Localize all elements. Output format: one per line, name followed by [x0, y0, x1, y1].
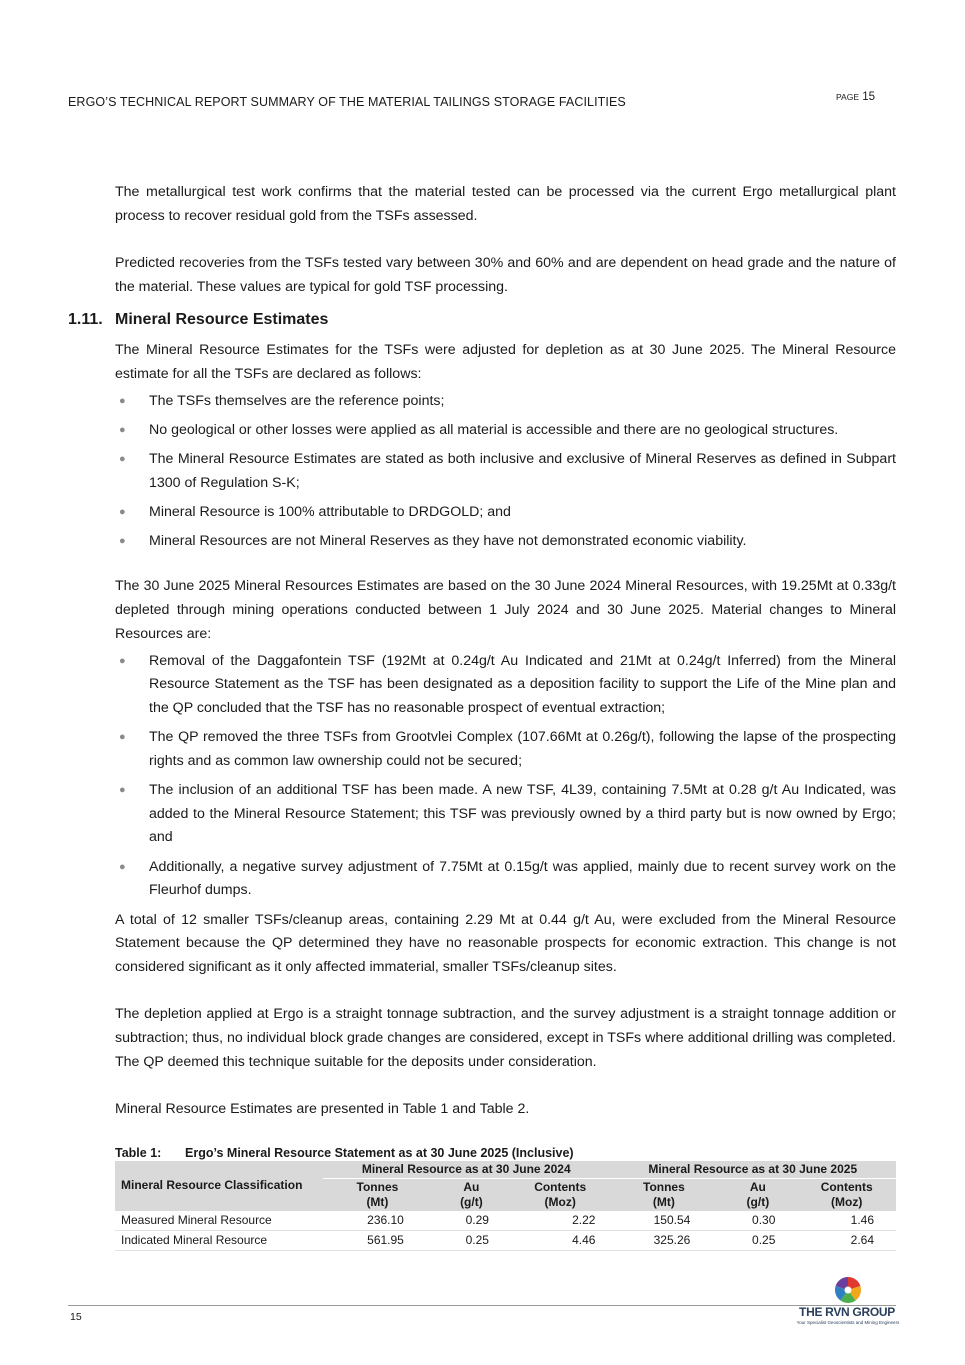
paragraph-tables: Mineral Resource Estimates are presented in Table 1 and Table 2.: [115, 1100, 530, 1117]
list-item: ● No geological or other losses were applied as all material is accessible and there are no geological structures.: [115, 419, 896, 443]
bullet-icon: ●: [119, 860, 126, 873]
header-title: ERGO’S TECHNICAL REPORT SUMMARY OF THE MATERIAL TAILINGS STORAGE FACILITIES: [68, 95, 626, 109]
table-header-au-2024: Au (g/t): [432, 1178, 511, 1211]
bullet-icon: ●: [119, 394, 126, 407]
table-header-group-2025: Mineral Resource as at 30 June 2025: [609, 1161, 896, 1179]
paragraph-metallurgical: The metallurgical test work confirms that the material tested can be processed via the current Ergo metallurgical plant process to recover residual gold from the TSFs assessed.: [115, 184, 896, 224]
footer-divider: [68, 1305, 896, 1306]
changes-list: [115, 650, 896, 904]
paragraph-depletion: The depletion applied at Ergo is a straight tonnage subtraction, and the survey adjustment is a straight tonnage addition or subtraction; thus, no individual block grade changes are considered, except in TSFs where additional drilling was completed. The QP deemed this technique suitable for the deposits under consideration.: [115, 1006, 896, 1070]
table-header-contents-2025: Contents (Moz): [797, 1178, 896, 1211]
section-number: 1.11.: [68, 311, 103, 329]
logo-tagline: Your Specialist Geoscientists and Mining Engineers: [796, 1320, 900, 1325]
document-body: [68, 181, 896, 1251]
mineral-resource-table: [115, 1161, 896, 1251]
list-item: ● The inclusion of an additional TSF has been made. A new TSF, 4L39, containing 7.5Mt at 0.28 g/t Au Indicated, was added to the Mineral Resource Statement; this TSF was previously owned by a third party but is now owned by Ergo; and: [115, 779, 896, 850]
table-header-au-2025: Au (g/t): [718, 1178, 797, 1211]
table-header-tonnes-2025: Tonnes (Mt): [609, 1178, 718, 1211]
bullet-icon: ●: [119, 731, 126, 744]
table-row: Indicated Mineral Resource 561.95 0.25 4.46 325.26 0.25 2.64: [115, 1230, 896, 1250]
header-page-number: 15: [862, 91, 875, 103]
paragraph-recoveries: Predicted recoveries from the TSFs tested vary between 30% and 60% and are dependent on head grade and the nature of the material. These values are typical for gold TSF processing.: [115, 254, 896, 295]
list-item: ● Additionally, a negative survey adjustment of 7.75Mt at 0.15g/t was applied, mainly due to recent survey work on the Fleurhof dumps.: [115, 856, 896, 903]
bullet-icon: ●: [119, 654, 126, 667]
header-page: [836, 91, 875, 103]
table-header-contents-2024: Contents (Moz): [511, 1178, 610, 1211]
bullet-icon: ●: [119, 784, 126, 797]
table-header-group-2024: Mineral Resource as at 30 June 2024: [323, 1161, 609, 1179]
list-item: ● Mineral Resource is 100% attributable to DRDGOLD; and: [115, 501, 896, 525]
table-caption-text: Ergo’s Mineral Resource Statement as at 30 June 2025 (Inclusive): [185, 1145, 574, 1160]
bullet-icon: ●: [119, 506, 126, 519]
list-item: ● The Mineral Resource Estimates are stated as both inclusive and exclusive of Mineral Reserves as defined in Subpart 1300 of Regulation S-K;: [115, 448, 896, 495]
header-page-label: PAGE: [836, 92, 859, 102]
table-header-tonnes-2024: Tonnes (Mt): [323, 1178, 432, 1211]
list-item: ● Removal of the Daggafontein TSF (192Mt at 0.24g/t Au Indicated and 21Mt at 0.24g/t Inferred) from the Mineral Resource Statement as the TSF has been designated as a deposition facility to support the Life of the Mine plan and the QP concluded that the TSF has no reasonable prospect of eventual extraction;: [115, 650, 896, 721]
bullet-icon: ●: [119, 535, 126, 548]
list-item: ● The TSFs themselves are the reference points;: [115, 390, 896, 414]
section-heading: [68, 309, 896, 331]
list-item: ● Mineral Resources are not Mineral Reserves as they have not demonstrated economic viability.: [115, 530, 896, 554]
logo-name: THE RVN GROUP: [799, 1305, 895, 1319]
paragraph-changes: The 30 June 2025 Mineral Resources Estimates are based on the 30 June 2024 Mineral Resources, with 19.25Mt at 0.33g/t depleted through mining operations conducted between 1 July 2024 and 30 June 2025. Material changes to Mineral Resources are:: [115, 578, 896, 642]
table-caption-number: Table 1:: [115, 1145, 162, 1160]
bullet-icon: ●: [119, 453, 126, 466]
table-caption: [115, 1145, 896, 1161]
bullet-icon: ●: [119, 423, 126, 436]
paragraph-excluded: A total of 12 smaller TSFs/cleanup areas, containing 2.29 Mt at 0.44 g/t Au, were excluded from the Mineral Resource Statement because the QP determined they have no reasonable prospects for economic extraction. This change is not considered significant as it only affected immaterial, smaller TSFs/cleanup sites.: [115, 911, 896, 975]
table-header-classification: Mineral Resource Classification: [115, 1161, 323, 1211]
rvn-group-logo: [788, 1275, 908, 1329]
logo-wheel-icon: [788, 1275, 908, 1307]
list-item: ● The QP removed the three TSFs from Grootvlei Complex (107.66Mt at 0.26g/t), following the lapse of the prospecting rights and as common law ownership could not be secured;: [115, 726, 896, 773]
section-title: Mineral Resource Estimates: [115, 311, 329, 329]
footer-page-number: 15: [70, 1311, 82, 1323]
declaration-list: [115, 390, 896, 554]
table-row: Measured Mineral Resource 236.10 0.29 2.22 150.54 0.30 1.46: [115, 1211, 896, 1231]
paragraph-intro: The Mineral Resource Estimates for the TSFs were adjusted for depletion as at 30 June 2025. The Mineral Resource estimate for all the TSFs are declared as follows:: [115, 342, 896, 383]
